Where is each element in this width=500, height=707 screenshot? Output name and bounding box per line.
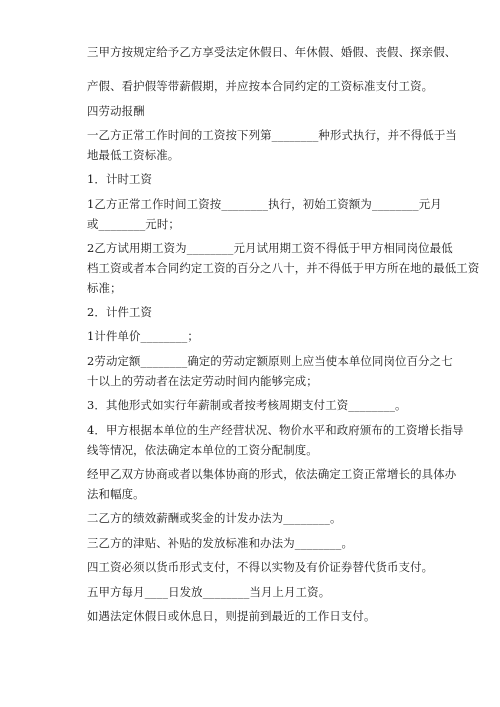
paragraph-line: 4．甲方根据本单位的生产经营状况、物价水平和政府颁布的工资增长指导 bbox=[87, 423, 464, 437]
paragraph-line: 一乙方正常工作时间的工资按下列第________种形式执行，并不得低于当 bbox=[87, 128, 457, 142]
paragraph-line: 档工资或者本合同约定工资的百分之八十，并不得低于甲方所在地的最低工资 bbox=[87, 261, 480, 275]
paragraph-line: 1计件单价________； bbox=[87, 329, 199, 343]
paragraph-line: 二乙方的绩效薪酬或奖金的计发办法为________。 bbox=[87, 511, 342, 525]
paragraph-line: 2乙方试用期工资为________元月试用期工资不得低于甲方相同岗位最低 bbox=[87, 241, 453, 255]
paragraph-line: 五甲方每月____日发放________当月上月工资。 bbox=[87, 585, 331, 599]
paragraph-line: 四工资必须以货币形式支付，不得以实物及有价证券替代货币支付。 bbox=[87, 560, 434, 574]
paragraph-line: 十以上的劳动者在法定劳动时间内能够完成； bbox=[87, 374, 318, 388]
paragraph-line: 如遇法定休假日或休息日，则提前到最近的工作日支付。 bbox=[87, 609, 376, 623]
subsection-heading: 1．计时工资 bbox=[87, 172, 153, 186]
paragraph-line: 地最低工资标准。 bbox=[87, 148, 180, 162]
paragraph-line: 线等情况，依法确定本单位的工资分配制度。 bbox=[87, 443, 318, 457]
paragraph-line: 法和幅度。 bbox=[87, 487, 145, 501]
paragraph-line: 2劳动定额________确定的劳动定额原则上应当使本单位同岗位百分之七 bbox=[87, 354, 453, 368]
paragraph-line: 经甲乙双方协商或者以集体协商的形式，依法确定工资正常增长的具体办 bbox=[87, 467, 457, 481]
paragraph-line: 3．其他形式如实行年薪制或者按考核周期支付工资________。 bbox=[87, 398, 407, 412]
paragraph-line: 标准； bbox=[87, 281, 122, 295]
paragraph-line: 产假、看护假等带薪假期，并应按本合同约定的工资标准支付工资。 bbox=[87, 79, 434, 93]
paragraph-line: 三乙方的津贴、补贴的发放标准和办法为________。 bbox=[87, 536, 354, 550]
paragraph-line: 三甲方按规定给予乙方享受法定休假日、年休假、婚假、丧假、探亲假、 bbox=[87, 45, 457, 59]
paragraph-line: 或________元时； bbox=[87, 217, 180, 231]
subsection-heading: 2．计件工资 bbox=[87, 305, 153, 319]
paragraph-line: 1乙方正常工作时间工资按________执行，初始工资额为________元月 bbox=[87, 197, 442, 211]
section-heading: 四劳动报酬 bbox=[87, 104, 145, 118]
